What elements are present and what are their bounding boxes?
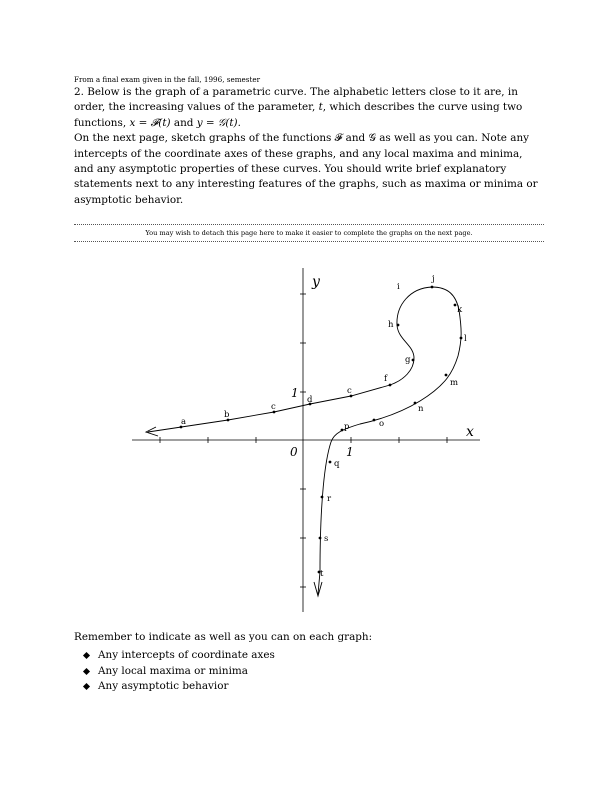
diamond-bullet-icon (83, 668, 90, 675)
point-label-j: j (432, 274, 435, 284)
point-label-d: d (307, 395, 313, 405)
point-label-i: i (397, 282, 400, 292)
point-label-r: r (327, 494, 332, 504)
problem-number: 2. (74, 86, 84, 98)
point-label-m: m (450, 378, 459, 388)
point-label-c2: c (347, 386, 352, 396)
point-label-g: g (405, 355, 411, 365)
point-label-n: n (418, 404, 424, 414)
x-axis-label: x (466, 424, 474, 440)
origin-label: 0 (290, 445, 298, 459)
point-label-h: h (388, 320, 394, 330)
point-label-a: a (181, 417, 187, 427)
reminder-title: Remember to indicate as well as you can on each graph: (74, 631, 373, 643)
point-label-q: q (334, 459, 340, 469)
parameter-t: t (318, 101, 323, 114)
point-label-f: f (384, 374, 388, 384)
problem-instructions: On the next page, sketch graphs of the functions 𝓕 and 𝒢 as well as you can. Note any intercepts of the coordinate axes of these graphs, and any local maxima and minima, and any asymptotic properties of these curves. You should write brief explanatory statements next to any interesting features of the graphs, such as maxima or minima or asymptotic behavior. (74, 132, 538, 206)
diamond-bullet-icon (83, 652, 90, 659)
point-label-b: b (224, 410, 230, 420)
x-unit-label: 1 (346, 445, 354, 459)
point-label-k: k (457, 305, 463, 315)
list-item-text: Any asymptotic behavior (98, 680, 229, 693)
point-label-t: t (320, 569, 324, 579)
parametric-curve (148, 287, 461, 594)
list-item-text: Any intercepts of coordinate axes (98, 649, 275, 661)
diamond-bullet-icon (83, 683, 90, 690)
point-labels (181, 274, 467, 579)
list-item (84, 664, 275, 680)
y-equation: y = 𝒢(t) (196, 116, 238, 129)
problem-intro-text-2: , which describes the curve using two functions, (74, 101, 523, 129)
list-item (84, 648, 275, 664)
point-label-s: s (324, 534, 329, 544)
detach-note: You may wish to detach this page here to make it easier to complete the graphs on the next page. (145, 229, 473, 237)
point-label-o: o (379, 419, 385, 429)
y-axis-label: y (312, 274, 320, 290)
y-unit-label: 1 (291, 386, 299, 400)
point-label-l: l (464, 334, 467, 344)
problem-intro-text: Below is the graph of a parametric curve. The alphabetic letters close to it are, in order, the increasing values of the parameter, (74, 86, 518, 114)
point-label-c1: c (271, 402, 276, 412)
point-label-p: p (344, 422, 350, 432)
source-note: From a final exam given in the fall, 1996, semester (74, 75, 261, 84)
period: . (237, 116, 241, 129)
reminder-list (84, 648, 275, 695)
x-equation: x = 𝓕(t) (129, 116, 171, 129)
and-word: and (170, 116, 197, 129)
list-item (84, 679, 275, 695)
list-item-text: Any local maxima or minima (98, 664, 248, 677)
